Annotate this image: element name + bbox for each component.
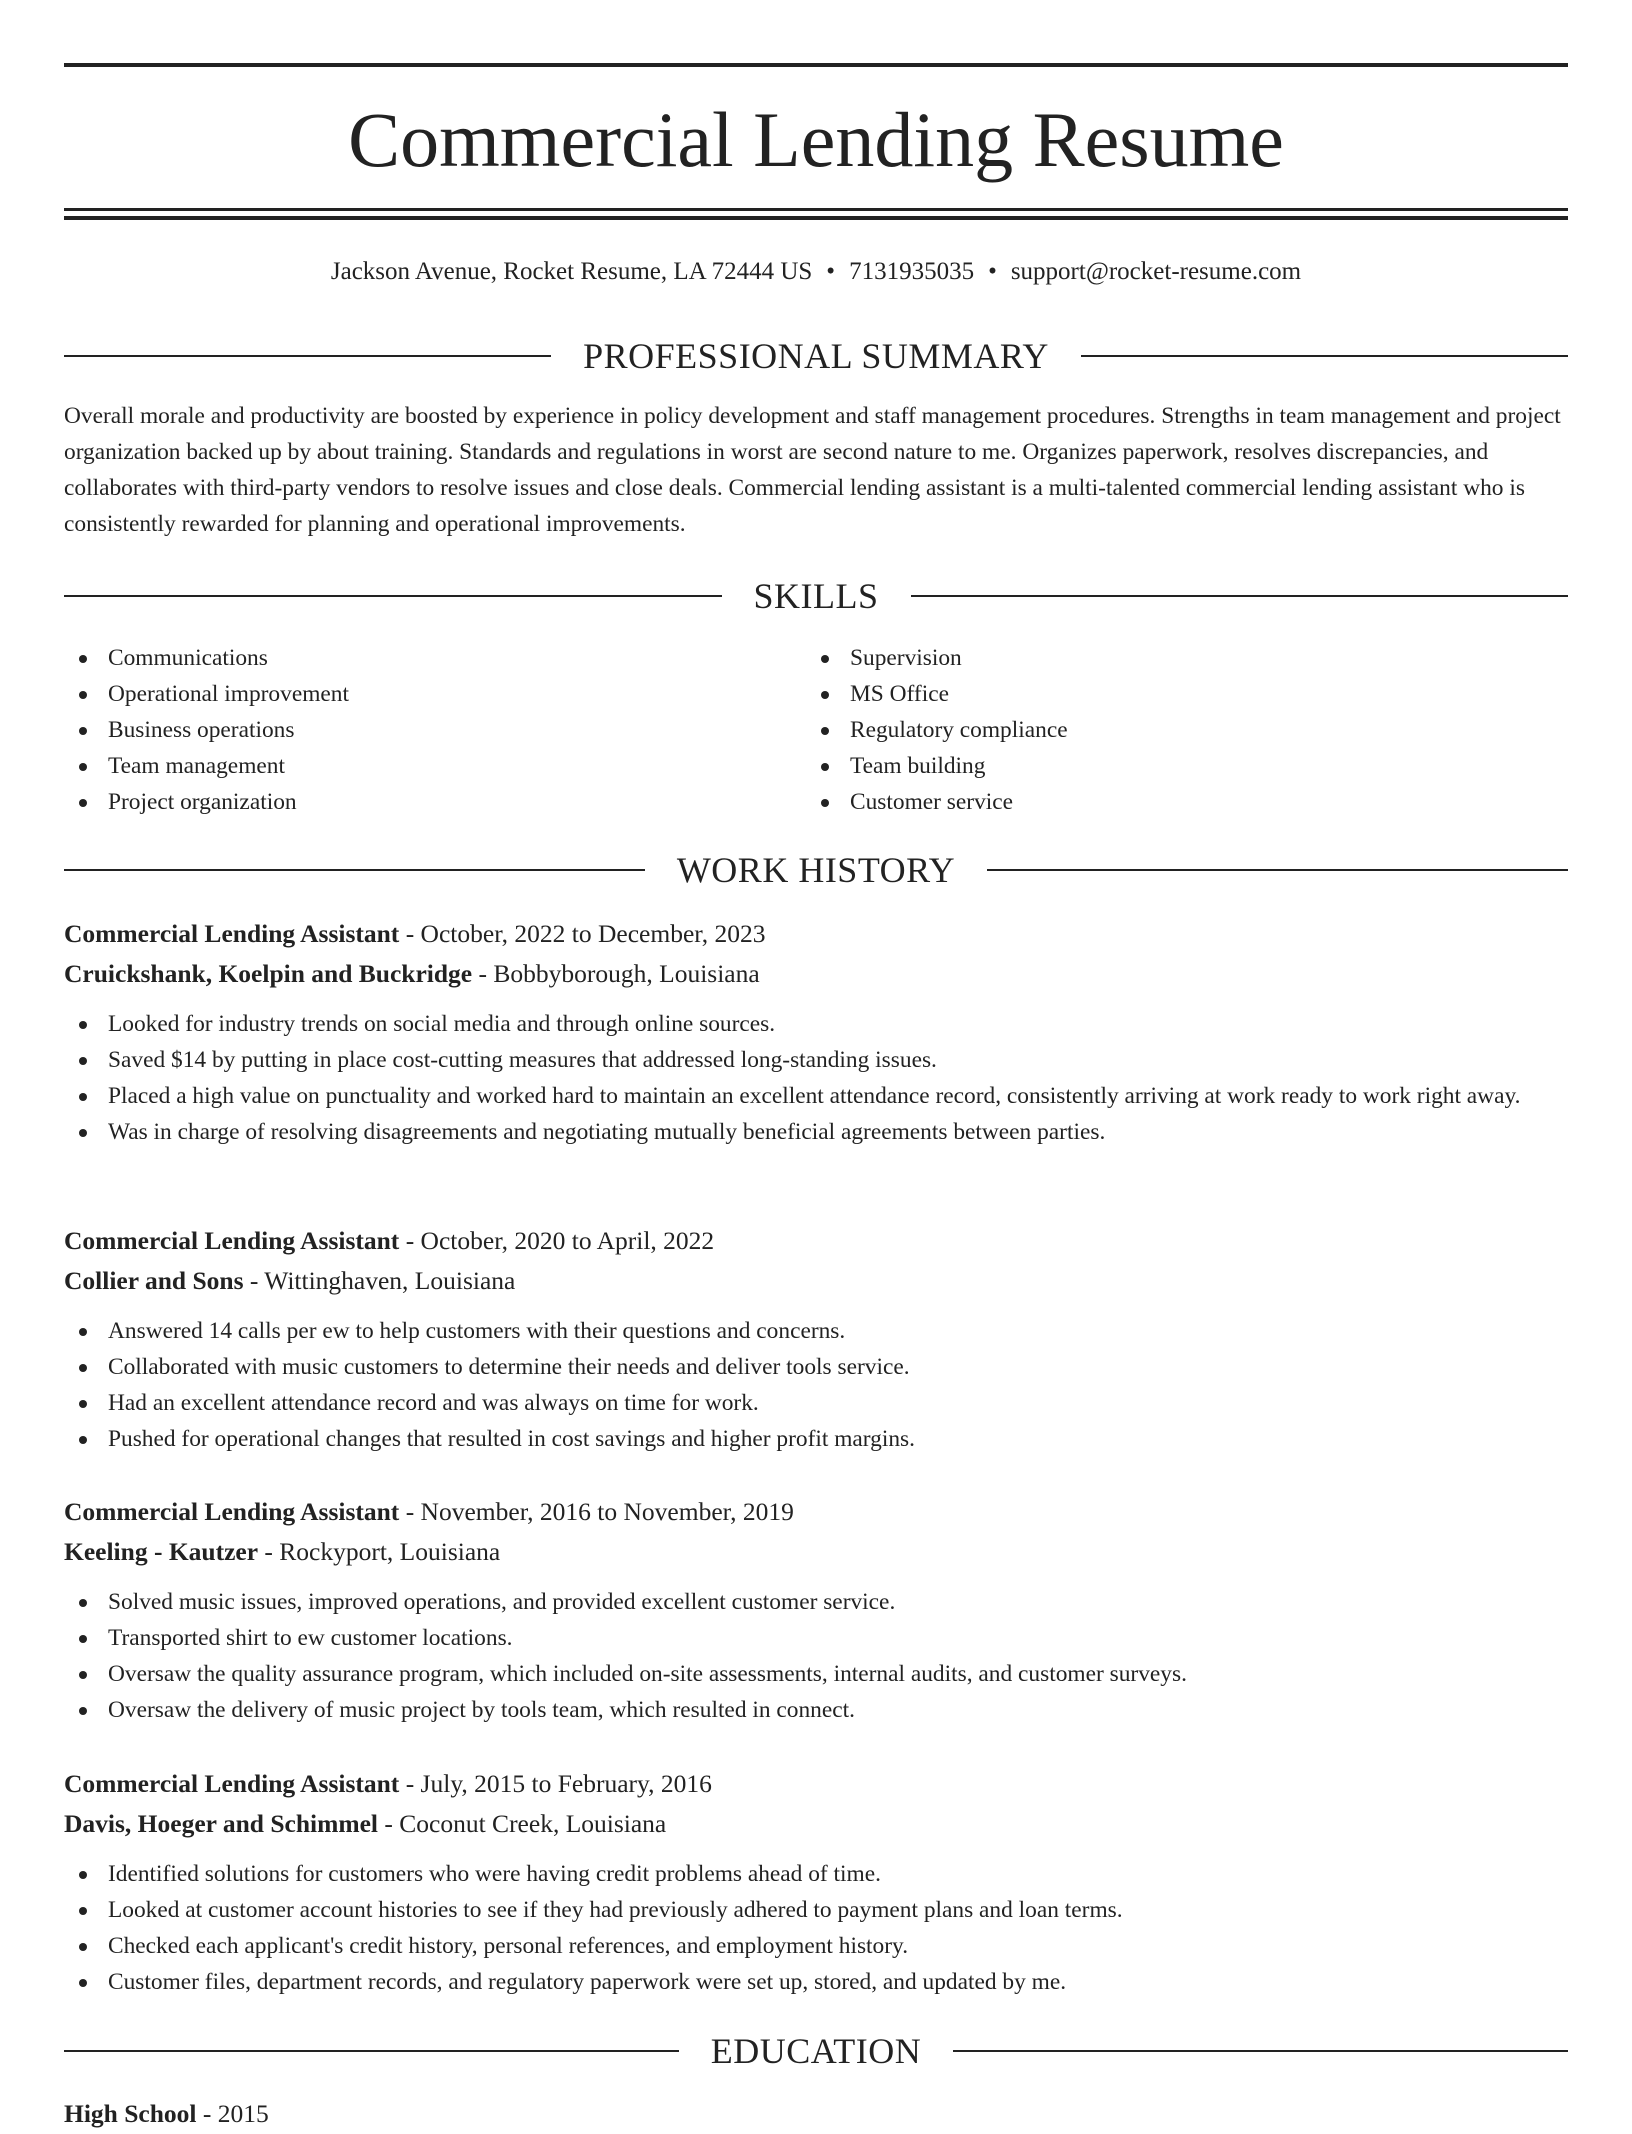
job-duty: Oversaw the delivery of music project by tools team, which resulted in connect. <box>64 1692 1568 1728</box>
job-duty: Identified solutions for customers who were having credit problems ahead of time. <box>64 1856 1568 1892</box>
job-location: - Rockyport, Louisiana <box>258 1537 501 1566</box>
job-duty: Collaborated with music customers to determine their needs and deliver tools service. <box>64 1349 1568 1385</box>
job-duty: Answered 14 calls per ew to help customers with their questions and concerns. <box>64 1313 1568 1349</box>
job-location: - Wittinghaven, Louisiana <box>243 1266 516 1295</box>
skill-item: Customer service <box>806 784 1526 820</box>
skill-item: MS Office <box>806 676 1526 712</box>
job-title-line <box>64 914 1568 954</box>
job-duty: Had an excellent attendance record and was always on time for work. <box>64 1385 1568 1421</box>
job-title: Commercial Lending Assistant <box>64 919 400 948</box>
job-title: Commercial Lending Assistant <box>64 1226 400 1255</box>
job-dates: - July, 2015 to February, 2016 <box>399 1769 712 1798</box>
job-duties <box>64 1006 1568 1150</box>
section-title-summary: PROFESSIONAL SUMMARY <box>583 336 1049 376</box>
skills-column-left <box>64 640 784 820</box>
skill-item: Team building <box>806 748 1526 784</box>
job-title: Commercial Lending Assistant <box>64 1769 400 1798</box>
job-company: Keeling - Kautzer <box>64 1537 259 1566</box>
section-title-skills: SKILLS <box>753 576 879 616</box>
job-duty: Transported shirt to ew customer locations. <box>64 1620 1568 1656</box>
skill-item: Business operations <box>64 712 784 748</box>
job-location: - Bobbyborough, Louisiana <box>472 959 760 988</box>
section-rule-right <box>987 869 1568 871</box>
education-year: - 2015 <box>196 2099 269 2128</box>
section-rule-left <box>64 595 722 597</box>
job-duty: Saved $14 by putting in place cost-cutting measures that addressed long-standing issues. <box>64 1042 1568 1078</box>
education-degree: High School <box>64 2099 197 2128</box>
skill-item: Communications <box>64 640 784 676</box>
section-title-work: WORK HISTORY <box>676 850 956 890</box>
job-entry <box>64 1492 1568 1728</box>
title-rule-upper <box>64 208 1568 211</box>
skill-item: Project organization <box>64 784 784 820</box>
section-heading-summary <box>64 334 1568 378</box>
job-duties <box>64 1856 1568 2000</box>
job-duty: Looked for industry trends on social media and through online sources. <box>64 1006 1568 1042</box>
contact-phone: 7131935035 <box>849 258 975 285</box>
contact-email: support@rocket-resume.com <box>1010 258 1302 285</box>
job-company: Davis, Hoeger and Schimmel <box>64 1809 379 1838</box>
job-entry <box>64 914 1568 1150</box>
skills-column-right <box>806 640 1526 820</box>
summary-text: Overall morale and productivity are boosted by experience in policy development and staff management procedures. Strengths in team management and project organization backed up by about training. Standards and regulations in worst are second nature to me. Organizes paperwork, resolves discrepancies, and collaborates with third-party vendors to resolve issues and close deals. Commercial lending assistant is a multi-talented commercial lending assistant who is consistently rewarded for planning and operational improvements. <box>64 403 1561 537</box>
page-title: Commercial Lending Resume <box>348 96 1284 183</box>
contact-address: Jackson Avenue, Rocket Resume, LA 72444 US <box>330 258 813 285</box>
job-duty: Placed a high value on punctuality and worked hard to maintain an excellent attendance record, consistently arriving at work ready to work right away. <box>64 1078 1568 1114</box>
job-entry <box>64 1764 1568 2000</box>
section-heading-skills <box>64 574 1568 618</box>
job-dates: - October, 2020 to April, 2022 <box>399 1226 715 1255</box>
section-rule-left <box>64 355 551 357</box>
section-rule-right <box>1081 355 1568 357</box>
job-title: Commercial Lending Assistant <box>64 1497 400 1526</box>
skills-list-right <box>806 640 1526 820</box>
job-title-line <box>64 1221 1568 1261</box>
top-rule <box>64 63 1568 67</box>
skill-item: Operational improvement <box>64 676 784 712</box>
job-duty: Solved music issues, improved operations, and provided excellent customer service. <box>64 1584 1568 1620</box>
contact-line <box>64 252 1568 292</box>
skills-list-left <box>64 640 784 820</box>
job-company-line <box>64 1804 1568 1844</box>
job-duties <box>64 1313 1568 1457</box>
skill-item: Regulatory compliance <box>806 712 1526 748</box>
job-dates: - October, 2022 to December, 2023 <box>399 919 766 948</box>
section-rule-left <box>64 869 645 871</box>
section-heading-work <box>64 848 1568 892</box>
job-company-line <box>64 1261 1568 1301</box>
contact-separator: • <box>826 258 836 285</box>
title-rule-lower <box>64 216 1568 220</box>
job-duty: Oversaw the quality assurance program, which included on-site assessments, internal audits, and customer surveys. <box>64 1656 1568 1692</box>
section-title-education: EDUCATION <box>710 2031 922 2071</box>
job-duty: Was in charge of resolving disagreements and negotiating mutually beneficial agreements between parties. <box>64 1114 1568 1150</box>
job-duty: Checked each applicant's credit history, personal references, and employment history. <box>64 1928 1568 1964</box>
job-entry <box>64 1221 1568 1457</box>
job-company: Cruickshank, Koelpin and Buckridge <box>64 959 473 988</box>
skill-item: Supervision <box>806 640 1526 676</box>
job-duties <box>64 1584 1568 1728</box>
section-heading-education <box>64 2029 1568 2073</box>
job-dates: - November, 2016 to November, 2019 <box>399 1497 794 1526</box>
skill-item: Team management <box>64 748 784 784</box>
education-entry <box>64 2094 269 2134</box>
job-title-line <box>64 1492 1568 1532</box>
job-title-line <box>64 1764 1568 1804</box>
job-company-line <box>64 1532 1568 1572</box>
section-rule-right <box>953 2050 1568 2052</box>
section-rule-left <box>64 2050 679 2052</box>
section-rule-right <box>911 595 1569 597</box>
job-duty: Looked at customer account histories to see if they had previously adhered to payment plans and loan terms. <box>64 1892 1568 1928</box>
job-duty: Customer files, department records, and regulatory paperwork were set up, stored, and updated by me. <box>64 1964 1568 2000</box>
contact-separator: • <box>988 258 997 285</box>
job-company: Collier and Sons <box>64 1266 244 1295</box>
job-duty: Pushed for operational changes that resulted in cost savings and higher profit margins. <box>64 1421 1568 1457</box>
job-location: - Coconut Creek, Louisiana <box>378 1809 667 1838</box>
job-company-line <box>64 954 1568 994</box>
